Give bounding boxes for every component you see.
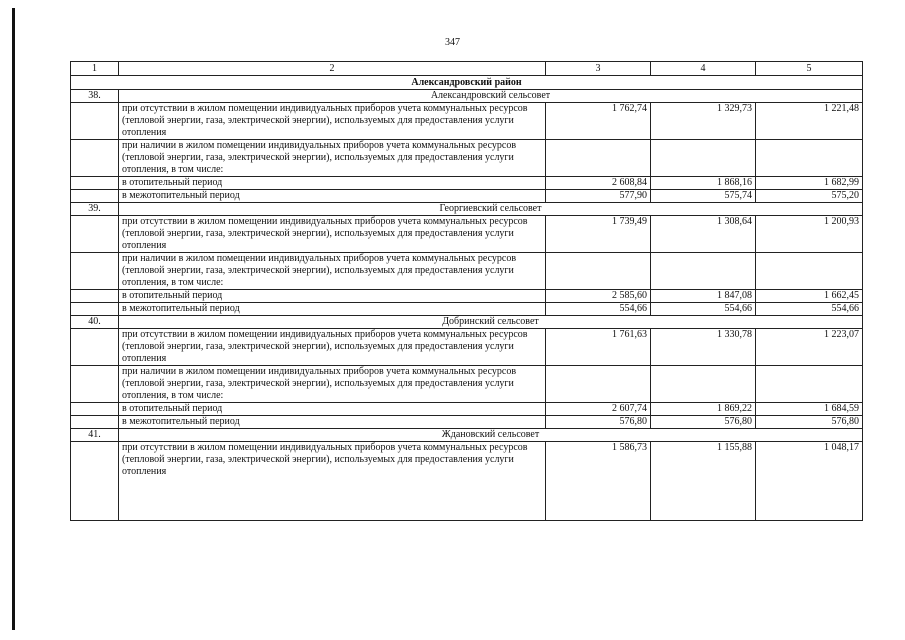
value-col5: 575,20 <box>756 190 863 203</box>
table-row <box>71 366 863 403</box>
section-number: 40. <box>71 316 119 329</box>
value-col5: 1 682,99 <box>756 177 863 190</box>
row-label: в межотопительный период <box>119 416 546 429</box>
value-col5: 1 200,93 <box>756 216 863 253</box>
row-number-cell <box>71 416 119 429</box>
value-col3: 576,80 <box>546 416 651 429</box>
row-number-cell <box>71 216 119 253</box>
value-col4: 554,66 <box>651 303 756 316</box>
column-header: 1 <box>71 62 119 76</box>
value-col4: 1 330,78 <box>651 329 756 366</box>
row-number-cell <box>71 442 119 521</box>
value-col4: 576,80 <box>651 416 756 429</box>
section-name: Добринский сельсовет <box>119 316 863 329</box>
column-header: 5 <box>756 62 863 76</box>
row-label: при отсутствии в жилом помещении индивидуальных приборов учета коммунальных ресурсов (тепловой энергии, газа, электрической энергии), используемых для предоставления услуги отопления <box>119 442 546 521</box>
row-label: при наличии в жилом помещении индивидуальных приборов учета коммунальных ресурсов (тепловой энергии, газа, электрической энергии), используемых для предоставления услуги отопления, в том числе: <box>119 366 546 403</box>
header-row <box>71 62 863 76</box>
row-label: в межотопительный период <box>119 303 546 316</box>
table-row <box>71 253 863 290</box>
value-col4: 575,74 <box>651 190 756 203</box>
value-col4: 1 868,16 <box>651 177 756 190</box>
section-name: Ждановский сельсовет <box>119 429 863 442</box>
table-row <box>71 103 863 140</box>
value-col3: 1 739,49 <box>546 216 651 253</box>
section-number: 39. <box>71 203 119 216</box>
row-number-cell <box>71 140 119 177</box>
value-col5: 1 048,17 <box>756 442 863 521</box>
value-col5 <box>756 366 863 403</box>
row-label: при наличии в жилом помещении индивидуальных приборов учета коммунальных ресурсов (тепловой энергии, газа, электрической энергии), используемых для предоставления услуги отопления, в том числе: <box>119 140 546 177</box>
value-col4: 1 308,64 <box>651 216 756 253</box>
table-row <box>71 216 863 253</box>
binding-edge-line <box>12 8 15 630</box>
value-col4: 1 847,08 <box>651 290 756 303</box>
row-number-cell <box>71 303 119 316</box>
value-col4 <box>651 366 756 403</box>
value-col5: 1 684,59 <box>756 403 863 416</box>
value-col3: 2 585,60 <box>546 290 651 303</box>
row-label: в межотопительный период <box>119 190 546 203</box>
district-title: Александровский район <box>71 76 863 90</box>
table-row <box>71 416 863 429</box>
tariff-table <box>70 61 863 521</box>
district-row <box>71 76 863 90</box>
value-col3: 1 586,73 <box>546 442 651 521</box>
value-col3 <box>546 253 651 290</box>
value-col3: 2 607,74 <box>546 403 651 416</box>
value-col5: 1 221,48 <box>756 103 863 140</box>
section-header-row <box>71 316 863 329</box>
row-number-cell <box>71 190 119 203</box>
section-number: 38. <box>71 90 119 103</box>
value-col5 <box>756 140 863 177</box>
table-row <box>71 140 863 177</box>
section-number: 41. <box>71 429 119 442</box>
row-label: при отсутствии в жилом помещении индивидуальных приборов учета коммунальных ресурсов (тепловой энергии, газа, электрической энергии), используемых для предоставления услуги отопления <box>119 329 546 366</box>
value-col3: 2 608,84 <box>546 177 651 190</box>
column-header: 2 <box>119 62 546 76</box>
row-label: при отсутствии в жилом помещении индивидуальных приборов учета коммунальных ресурсов (тепловой энергии, газа, электрической энергии), используемых для предоставления услуги отопления <box>119 103 546 140</box>
row-number-cell <box>71 329 119 366</box>
section-header-row <box>71 90 863 103</box>
table-row <box>71 329 863 366</box>
row-number-cell <box>71 103 119 140</box>
value-col3: 1 761,63 <box>546 329 651 366</box>
value-col3: 1 762,74 <box>546 103 651 140</box>
section-header-row <box>71 203 863 216</box>
row-label: в отопительный период <box>119 290 546 303</box>
value-col3: 554,66 <box>546 303 651 316</box>
column-header: 4 <box>651 62 756 76</box>
value-col5: 1 662,45 <box>756 290 863 303</box>
section-name: Георгиевский сельсовет <box>119 203 863 216</box>
table-row <box>71 290 863 303</box>
value-col3 <box>546 140 651 177</box>
table-row <box>71 177 863 190</box>
row-number-cell <box>71 290 119 303</box>
table-row <box>71 403 863 416</box>
column-header: 3 <box>546 62 651 76</box>
value-col5: 1 223,07 <box>756 329 863 366</box>
value-col4 <box>651 253 756 290</box>
value-col3: 577,90 <box>546 190 651 203</box>
row-label: в отопительный период <box>119 403 546 416</box>
value-col4 <box>651 140 756 177</box>
section-name: Александровский сельсовет <box>119 90 863 103</box>
table-row <box>71 442 863 521</box>
row-label: при наличии в жилом помещении индивидуальных приборов учета коммунальных ресурсов (тепловой энергии, газа, электрической энергии), используемых для предоставления услуги отопления, в том числе: <box>119 253 546 290</box>
section-header-row <box>71 429 863 442</box>
value-col4: 1 329,73 <box>651 103 756 140</box>
value-col3 <box>546 366 651 403</box>
table-row <box>71 303 863 316</box>
row-label: в отопительный период <box>119 177 546 190</box>
row-number-cell <box>71 403 119 416</box>
row-label: при отсутствии в жилом помещении индивидуальных приборов учета коммунальных ресурсов (тепловой энергии, газа, электрической энергии), используемых для предоставления услуги отопления <box>119 216 546 253</box>
row-number-cell <box>71 253 119 290</box>
row-number-cell <box>71 366 119 403</box>
row-number-cell <box>71 177 119 190</box>
value-col5: 576,80 <box>756 416 863 429</box>
value-col5 <box>756 253 863 290</box>
value-col4: 1 869,22 <box>651 403 756 416</box>
page-number: 347 <box>445 37 460 48</box>
table-row <box>71 190 863 203</box>
value-col4: 1 155,88 <box>651 442 756 521</box>
value-col5: 554,66 <box>756 303 863 316</box>
